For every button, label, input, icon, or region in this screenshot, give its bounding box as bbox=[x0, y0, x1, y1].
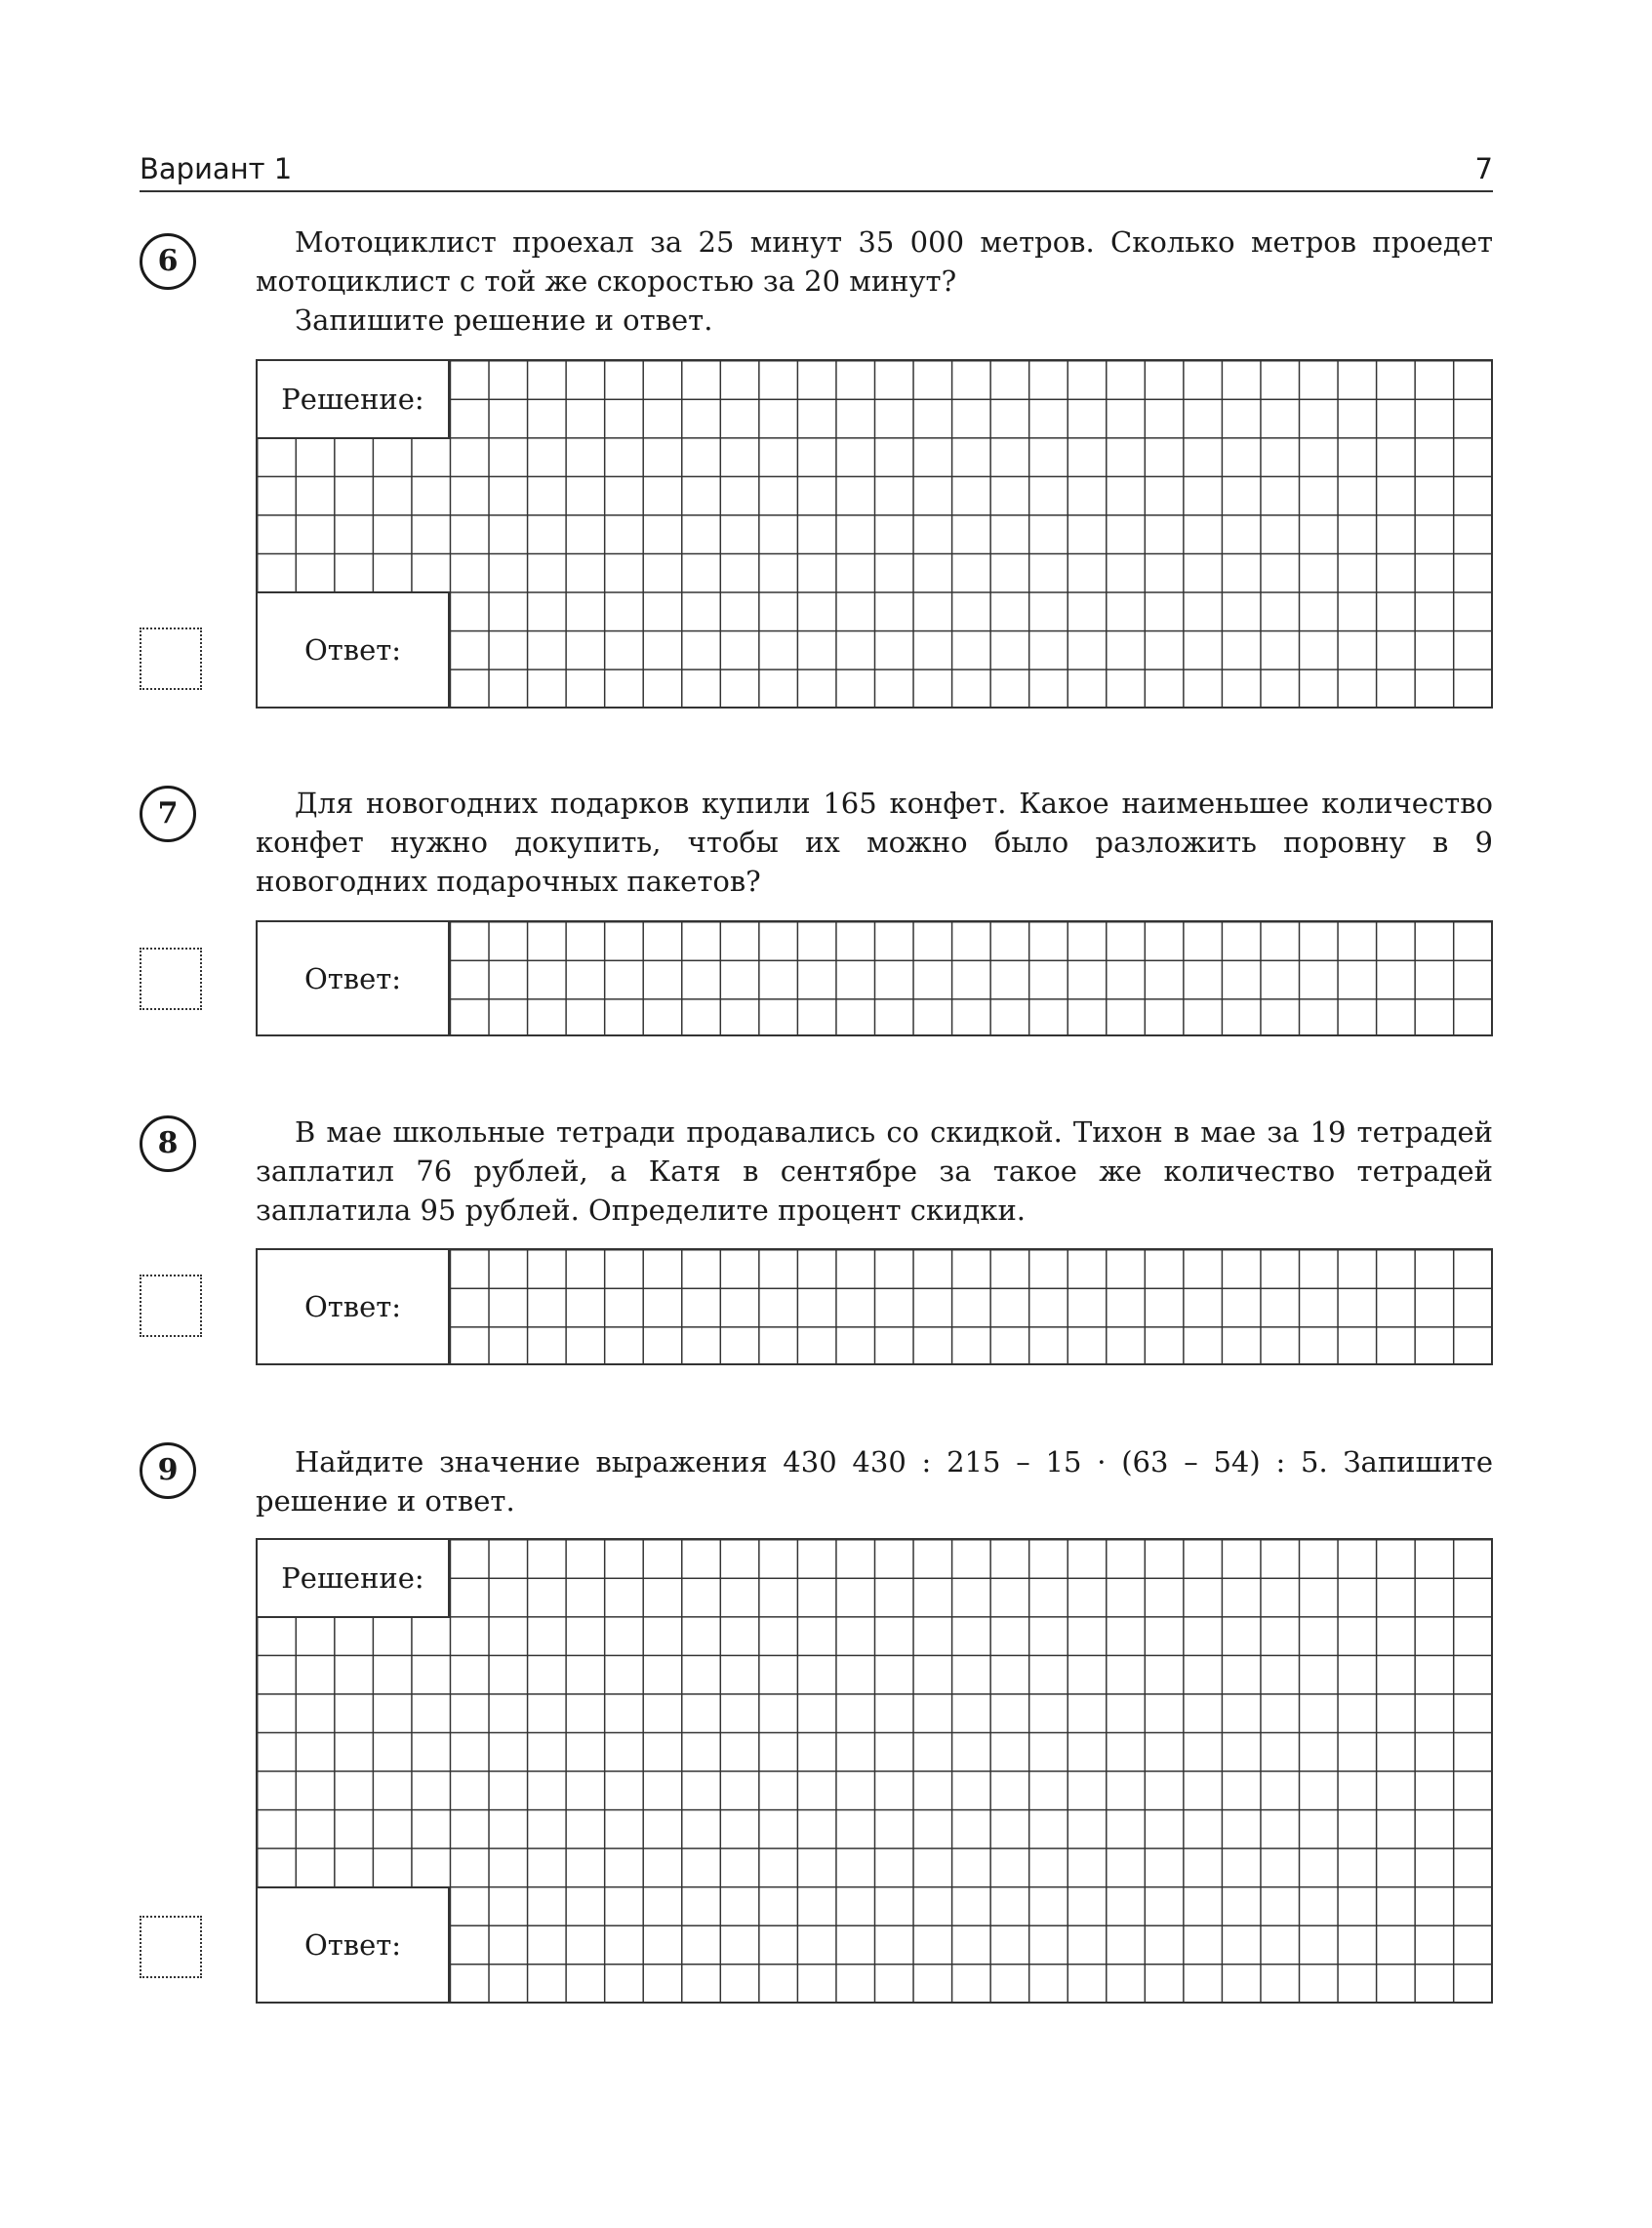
score-box-8 bbox=[140, 1275, 202, 1337]
question-9-answer-grid[interactable] bbox=[256, 1538, 1493, 2004]
page-header bbox=[140, 146, 1493, 192]
answer-label-9: Ответ: bbox=[258, 1886, 450, 2002]
question-number-9: 9 bbox=[140, 1442, 196, 1499]
question-text-8 bbox=[256, 1113, 1493, 1230]
question-7-line-1: Для новогодних подарков купили 165 конфет. Какое наименьшее количество конфет нужно докупить, чтобы их можно было разложить поровну в 9 новогодних подарочных пакетов? bbox=[256, 787, 1493, 898]
question-9-line-1: Найдите значение выражения 430 430 : 215 – 15 · (63 – 54) : 5. Запишите решение и ответ. bbox=[256, 1445, 1493, 1518]
question-7-answer-grid[interactable] bbox=[256, 920, 1493, 1036]
solution-label-6: Решение: bbox=[258, 361, 450, 439]
answer-label-6: Ответ: bbox=[258, 591, 450, 707]
question-8-line-1: В мае школьные тетради продавались со скидкой. Тихон в мае за 19 тетрадей заплатил 76 рублей, а Катя в сентябре за такое же количество тетрадей заплатила 95 рублей. Определите процент скидки. bbox=[256, 1115, 1493, 1227]
variant-label: Вариант 1 bbox=[140, 152, 293, 185]
page-number: 7 bbox=[1474, 152, 1493, 185]
solution-label-9: Решение: bbox=[258, 1540, 450, 1618]
question-number-7: 7 bbox=[140, 786, 196, 842]
question-number-6: 6 bbox=[140, 233, 196, 290]
question-6-line-1: Мотоциклист проехал за 25 минут 35 000 метров. Сколько метров проедет мотоциклист с той же скоростью за 20 минут? bbox=[256, 225, 1493, 298]
answer-label-8: Ответ: bbox=[258, 1250, 450, 1363]
question-6-line-2: Запишите решение и ответ. bbox=[295, 304, 713, 337]
answer-label-7: Ответ: bbox=[258, 922, 450, 1034]
question-text-7 bbox=[256, 784, 1493, 901]
question-6-answer-grid[interactable] bbox=[256, 359, 1493, 709]
score-box-6 bbox=[140, 628, 202, 690]
question-text-6 bbox=[256, 223, 1493, 340]
question-text-9 bbox=[256, 1442, 1493, 1520]
score-box-7 bbox=[140, 948, 202, 1010]
question-8-answer-grid[interactable] bbox=[256, 1248, 1493, 1365]
score-box-9 bbox=[140, 1916, 202, 1978]
question-number-8: 8 bbox=[140, 1115, 196, 1172]
